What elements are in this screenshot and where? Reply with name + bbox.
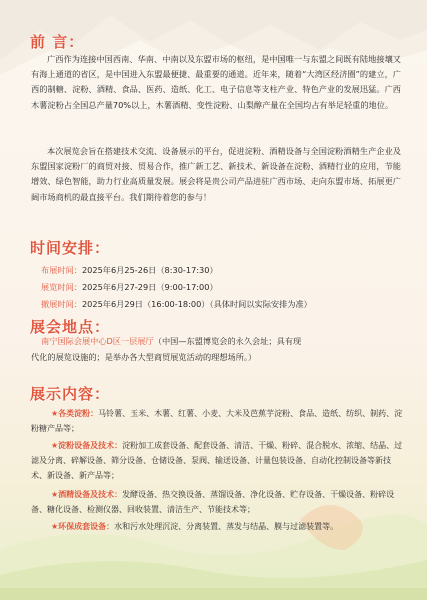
schedule-value: 2025年6月25-26日（8:30-17:30） bbox=[81, 265, 218, 275]
exhibit-item-starch-equipment bbox=[31, 438, 403, 484]
venue-heading: 展会地点： bbox=[30, 318, 111, 336]
star-icon: ★ bbox=[51, 490, 59, 499]
exhibit-label: 环保成套设备： bbox=[58, 522, 115, 531]
star-icon: ★ bbox=[51, 441, 59, 450]
exhibit-label: 各类淀粉： bbox=[58, 409, 99, 418]
schedule-item-teardown bbox=[41, 298, 312, 310]
exhibit-text: 发酵设备、热交换设备、蒸馏设备、净化设备、贮存设备、干燥设备、粉碎设备、糖化设备、检测仪器、回收装置、清洁生产、节能技术等； bbox=[31, 490, 395, 515]
venue-desc-1: （中国—东盟博览会的永久会址；具有现 bbox=[153, 336, 302, 346]
schedule-item-setup bbox=[41, 264, 218, 276]
intro-paragraph-1: 广西作为连接中国西南、华南、中南以及东盟市场的枢纽，是中国唯一与东盟之间既有陆地接壤又有海上通道的省区，是中国进入东盟最便捷、最重要的通道。近年来，随着“大湾区经济圈”的建立，广西的制糖、淀粉、酒精、食品、医药、造纸、化工、电子信息等支柱产业、特色产业的发展迅猛。广西木薯淀粉占全国总产量70%以上，木薯酒精、变性淀粉、山梨醇产量在全国均占有举足轻重的地位。 bbox=[31, 54, 401, 110]
exhibit-text: 淀粉加工成套设备、配套设备、清洁、干燥、粉碎、混合脱水、浓缩、结晶、过滤及分离、碎解设备、筛分设备、仓储设备、泵阀、输送设备、计量包装设备、自动化控制设备等新技术、新设备、新产品等； bbox=[31, 441, 403, 481]
star-icon: ★ bbox=[51, 522, 59, 531]
schedule-label: 撤展时间： bbox=[41, 299, 82, 309]
venue-line-2: 代化的展览设施的；是举办各大型商贸展览活动的理想场所。） bbox=[31, 352, 257, 362]
exhibits-heading: 展示内容： bbox=[30, 385, 111, 403]
exhibit-label: 酒精设备及技术： bbox=[58, 490, 123, 499]
venue-line-1 bbox=[41, 334, 301, 349]
schedule-label: 展览时间： bbox=[41, 282, 82, 292]
schedule-heading: 时间安排： bbox=[30, 239, 111, 257]
exhibit-item-environmental bbox=[31, 519, 403, 534]
venue-name: 南宁国际会展中心D区一层展厅 bbox=[41, 336, 154, 346]
exhibit-text: 水和污水处理沉淀、分离装置、蒸发与结晶、膜与过滤装置等。 bbox=[114, 522, 339, 531]
exhibit-label: 淀粉设备及技术： bbox=[58, 441, 123, 450]
star-icon: ★ bbox=[51, 409, 59, 418]
schedule-item-exhibition bbox=[41, 281, 218, 293]
intro-heading: 前 言： bbox=[30, 33, 85, 51]
schedule-value: 2025年6月27-29日（9:00-17:00） bbox=[81, 282, 218, 292]
exhibit-item-alcohol-equipment bbox=[31, 487, 403, 517]
exhibit-text: 马铃薯、玉米、木薯、红薯、小麦、大米及芭蕉芋淀粉、食品、造纸、纺织、制药、淀粉糖产品等； bbox=[31, 409, 403, 434]
schedule-value: 2025年6月29日（16:00-18:00） bbox=[81, 299, 210, 309]
intro-paragraph-2: 本次展览会旨在搭建技术交流、设备展示的平台，促进淀粉、酒精设备与全国淀粉酒精生产企业及东盟国家淀粉厂的商贸对接、贸易合作，推广新工艺、新技术、新设备在淀粉、酒精行业的应用，节能增效、绿色智能，助力行业高质量发展。展会将是贵公司产品进驻广西市场、走向东盟市场、拓展更广阔市场商机的最直接平台。我们期待着您的参与！ bbox=[31, 146, 401, 202]
schedule-label: 布展时间： bbox=[41, 265, 82, 275]
schedule-note: （具体时间以实际安排为准） bbox=[209, 299, 312, 309]
exhibit-item-starch bbox=[31, 406, 403, 436]
